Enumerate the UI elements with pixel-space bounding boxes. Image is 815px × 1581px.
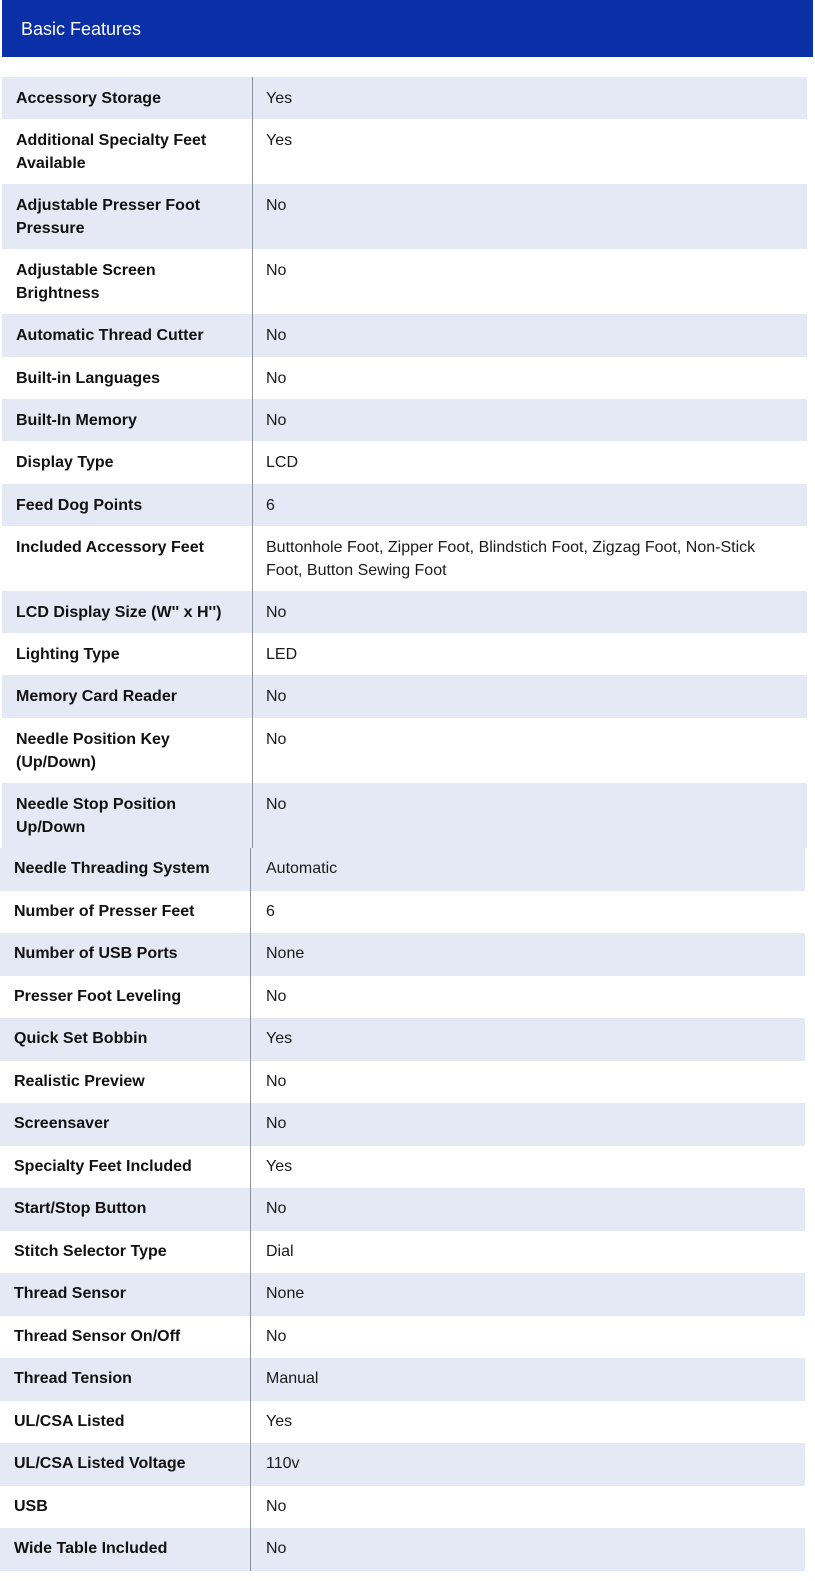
row-label: Built-in Languages [16, 369, 160, 387]
table-row [0, 1018, 805, 1061]
row-value: LCD [266, 454, 299, 472]
row-value: Yes [266, 1030, 293, 1047]
table-row [2, 77, 807, 119]
row-value: None [266, 1285, 305, 1302]
table-row [0, 1316, 805, 1359]
table-row [0, 1486, 805, 1529]
section-title: Basic Features [21, 19, 142, 39]
row-label: UL/CSA Listed Voltage [14, 1455, 186, 1472]
row-label: Needle Position Key (Up/Down) [16, 730, 170, 771]
table-row [0, 1146, 805, 1189]
row-value: None [266, 945, 305, 962]
table-row [0, 1401, 805, 1444]
table-row [0, 1528, 805, 1571]
row-label: Automatic Thread Cutter [16, 327, 204, 345]
row-label: Needle Threading System [14, 860, 210, 877]
table-row [2, 718, 807, 783]
table-row [2, 184, 807, 249]
table-row [0, 1188, 805, 1231]
row-value: 6 [266, 496, 275, 514]
row-value: No [266, 987, 287, 1005]
row-value: Automatic [266, 860, 338, 877]
row-label: Thread Sensor On/Off [14, 1327, 181, 1345]
table-row [2, 441, 807, 483]
row-label: Thread Sensor [14, 1285, 127, 1302]
table-row [0, 1273, 805, 1316]
row-value: No [266, 603, 287, 621]
row-label: Adjustable Presser Foot Pressure [16, 197, 201, 238]
row-value: No [266, 1540, 287, 1557]
column-divider [250, 848, 251, 1571]
row-label: Additional Specialty Feet Available [16, 132, 207, 173]
row-label: Accessory Storage [16, 90, 161, 107]
row-value: Yes [266, 90, 293, 107]
row-label: Feed Dog Points [16, 496, 143, 514]
row-label: Thread Tension [14, 1370, 132, 1387]
row-label: Wide Table Included [14, 1540, 168, 1557]
table-row [2, 591, 807, 633]
table-row [2, 399, 807, 441]
row-value: No [266, 1072, 287, 1090]
table-row [0, 1443, 805, 1486]
row-label: Quick Set Bobbin [14, 1030, 148, 1047]
row-label: Start/Stop Button [14, 1200, 147, 1217]
row-value: Manual [266, 1370, 319, 1387]
row-label: Presser Foot Leveling [14, 987, 182, 1005]
row-label: Stitch Selector Type [14, 1242, 167, 1260]
table-row [2, 484, 807, 526]
row-value: Dial [266, 1242, 294, 1260]
table-row [2, 633, 807, 675]
row-label: Realistic Preview [14, 1072, 145, 1090]
row-value: No [266, 1497, 287, 1515]
table-row [0, 891, 805, 934]
row-label: USB [14, 1497, 48, 1515]
row-value: Yes [266, 132, 293, 150]
table-row [0, 933, 805, 976]
table-row [0, 1358, 805, 1401]
row-label: Included Accessory Feet [16, 538, 204, 556]
row-label: Display Type [16, 454, 114, 472]
row-value: 6 [266, 902, 275, 920]
section-header [2, 0, 813, 57]
table-row [0, 976, 805, 1019]
row-value: 110v [266, 1455, 300, 1472]
table-row [0, 848, 805, 891]
row-value: No [266, 730, 287, 748]
row-value: No [266, 1200, 287, 1217]
table-row [2, 314, 807, 356]
row-value: No [266, 411, 287, 429]
row-label: Memory Card Reader [16, 688, 177, 706]
row-value: Buttonhole Foot, Zipper Foot, Blindstich Foot, Zigzag Foot, Non-Stick Foot, Button Sewing Foot [266, 538, 756, 579]
row-value: No [266, 1115, 287, 1132]
row-label: Built-In Memory [16, 411, 137, 429]
row-label: Lighting Type [16, 646, 120, 664]
row-label: Number of USB Ports [14, 945, 178, 962]
table-row [2, 119, 807, 184]
row-label: Screensaver [14, 1115, 110, 1132]
row-value: Yes [266, 1412, 293, 1430]
table-row [2, 783, 807, 848]
row-label: Needle Stop Position Up/Down [16, 795, 177, 836]
row-value: No [266, 327, 287, 345]
row-value: Yes [266, 1157, 293, 1175]
table-row [2, 249, 807, 314]
table-row [2, 526, 807, 591]
row-value: No [266, 688, 287, 706]
row-label: UL/CSA Listed [14, 1412, 125, 1430]
table-row [0, 1231, 805, 1274]
row-value: No [266, 369, 287, 387]
row-label: Adjustable Screen Brightness [16, 262, 156, 303]
row-value: LED [266, 646, 298, 664]
table-row [2, 357, 807, 399]
row-label: Specialty Feet Included [14, 1157, 192, 1175]
row-label: Number of Presser Feet [14, 902, 195, 920]
table-row [0, 1103, 805, 1146]
row-value: No [266, 1327, 287, 1345]
row-value: No [266, 795, 287, 813]
table-row [2, 675, 807, 717]
row-value: No [266, 262, 287, 280]
row-label: LCD Display Size (W'' x H'') [16, 603, 222, 621]
row-value: No [266, 197, 287, 215]
table-row [0, 1061, 805, 1104]
column-divider [252, 77, 253, 848]
